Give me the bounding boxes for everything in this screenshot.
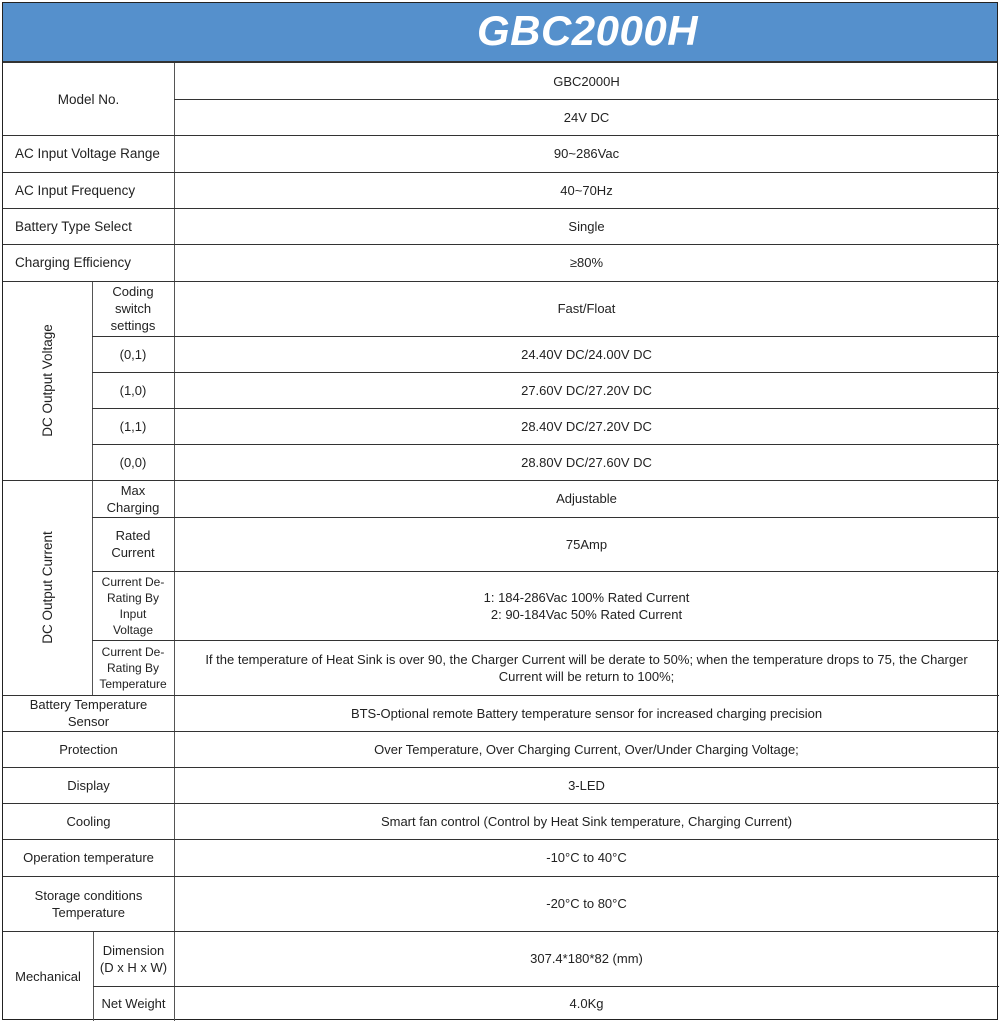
model-voltage-value: 24V DC xyxy=(563,109,610,125)
derating-input-value xyxy=(174,571,999,640)
derating-input-label: Current De-Rating By Input Voltage xyxy=(101,574,165,637)
derating-input-line: 2: 90-184Vac 50% Rated Current xyxy=(490,606,683,622)
switch-setting-value: 28.40V DC/27.20V DC xyxy=(521,418,652,434)
mechanical-label: Mechanical xyxy=(15,968,81,984)
protection-value: Over Temperature, Over Charging Current, Over/Under Charging Voltage; xyxy=(374,741,799,757)
dimension-value: 307.4*180*82 (mm) xyxy=(530,951,643,966)
cooling-label: Cooling xyxy=(66,813,111,829)
coding-switch-label: Coding switch settings xyxy=(110,284,156,333)
derating-temperature-value: If the temperature of Heat Sink is over 90, the Charger Current will be derate to 50%; when the temperature drops to 75, the Charger Current will be return to 100%; xyxy=(205,651,968,684)
derating-temperature-label: Current De-Rating By Temperature xyxy=(99,644,167,691)
switch-setting-value: 24.40V DC/24.00V DC xyxy=(521,346,652,362)
spec-table xyxy=(2,2,998,1020)
ac-input-frequency-value: 40~70Hz xyxy=(560,182,613,198)
switch-setting-value: 28.80V DC/27.60V DC xyxy=(521,454,652,470)
battery-type-value: Single xyxy=(568,218,605,234)
dc-output-voltage-label: DC Output Voltage xyxy=(40,324,56,437)
net-weight-label: Net Weight xyxy=(101,996,166,1011)
ac-input-voltage-value: 90~286Vac xyxy=(553,146,620,161)
rated-current-label: Rated Current xyxy=(111,528,155,560)
switch-setting-label: (1,1) xyxy=(119,418,147,434)
page-title: GBC2000H xyxy=(476,7,699,54)
dc-output-current-label: DC Output Current xyxy=(40,531,56,644)
max-charging-label: Max Charging xyxy=(106,482,160,515)
derating-input-line: 1: 184-286Vac 100% Rated Current xyxy=(483,589,690,605)
battery-temp-sensor-value: BTS-Optional remote Battery temperature sensor for increased charging precision xyxy=(350,705,823,721)
switch-setting-label: (0,0) xyxy=(119,454,147,470)
switch-setting-label: (1,0) xyxy=(119,382,147,398)
model-label: Model No. xyxy=(57,91,120,107)
storage-temperature-value: -20°C to 80°C xyxy=(546,896,627,911)
display-label: Display xyxy=(67,777,110,793)
charging-efficiency-value: ≥80% xyxy=(569,255,604,270)
dc-output-current-label-cell xyxy=(3,480,92,695)
battery-temp-sensor-label: Battery Temperature Sensor xyxy=(29,697,148,729)
protection-label: Protection xyxy=(59,741,118,757)
charging-efficiency-label: Charging Efficiency xyxy=(15,255,132,270)
dimension-label: Dimension (D x H x W) xyxy=(99,942,168,975)
cooling-value: Smart fan control (Control by Heat Sink temperature, Charging Current) xyxy=(380,813,793,829)
storage-temperature-label: Storage conditions Temperature xyxy=(34,887,143,920)
ac-input-voltage-label: AC Input Voltage Range xyxy=(15,146,160,161)
switch-setting-label: (0,1) xyxy=(119,346,147,362)
battery-type-label: Battery Type Select xyxy=(15,218,132,234)
operation-temperature-value: -10°C to 40°C xyxy=(546,850,627,865)
rated-current-value: 75Amp xyxy=(565,536,608,552)
table-header xyxy=(3,3,997,63)
switch-setting-value: 27.60V DC/27.20V DC xyxy=(521,382,652,398)
coding-switch-value: Fast/Float xyxy=(557,301,616,316)
display-value: 3-LED xyxy=(568,777,605,793)
operation-temperature-label: Operation temperature xyxy=(23,850,154,865)
dc-output-voltage-label-cell xyxy=(3,281,92,480)
ac-input-frequency-label: AC Input Frequency xyxy=(15,182,136,198)
max-charging-value: Adjustable xyxy=(556,491,617,506)
net-weight-value: 4.0Kg xyxy=(569,996,604,1011)
model-value: GBC2000H xyxy=(553,73,620,89)
